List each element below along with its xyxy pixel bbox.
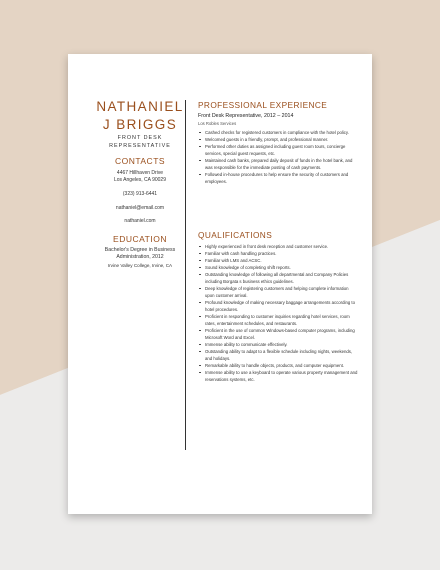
list-item: Immense ability to communicate effectively. (198, 341, 358, 348)
phone: (323) 913-6441 (122, 191, 158, 197)
email: nathaniel@email.com (115, 205, 165, 211)
list-item: Proficient in the use of common Windows-based computer programs, including Microsoft Word and Excel. (198, 327, 358, 341)
list-item: Remarkable ability to handle objects, products, and computer equipment. (198, 362, 358, 369)
list-item: Outstanding knowledge of following all departmental and Company Policies including Borgata s business ethics guidelines. (198, 271, 358, 285)
resume-sheet (68, 54, 372, 514)
name-line-1: NATHANIEL (96, 99, 184, 114)
list-item: Immense ability to use a keyboard to operate various property management and reservations systems, etc. (198, 369, 358, 383)
name-line-2: J BRIGGS (102, 117, 178, 132)
title-line-2: REPRESENTATIVE (109, 143, 171, 149)
qualifications-heading: QUALIFICATIONS (198, 230, 273, 240)
list-item: Familiar with cash handling practices. (198, 250, 358, 257)
address-line-1: 4467 Hillhaven Drive (116, 170, 164, 176)
list-item: Profound knowledge of making necessary baggage arrangements according to hotel procedures. (198, 299, 358, 313)
qualifications-list (198, 243, 358, 383)
list-item: Outstanding ability to adapt to a flexible schedule including nights, weekends, and holidays. (198, 348, 358, 362)
list-item: Followed in-house procedures to help ensure the security of customers and employees. (198, 171, 358, 185)
website: nathaniel.com (124, 218, 156, 224)
degree-line-1: Bachelor's Degree in Business (104, 247, 176, 253)
list-item: Maintained cash banks, prepared daily deposit of funds in the hotel bank, and was responsible for the immediate posting of cash payments. (198, 157, 358, 171)
degree-line-2: Administration, 2012 (116, 254, 164, 260)
list-item: Proficient in responding to customer inquiries regarding hotel services, room rates, entertainment schedules, and restaurants. (198, 313, 358, 327)
contacts-heading: CONTACTS (114, 156, 166, 166)
list-item: Performed other duties as assigned including guest room tours, concierge services, special guest requests, etc. (198, 143, 358, 157)
address-line-2: Los Angeles, CA 90029 (114, 177, 166, 183)
education-heading: EDUCATION (113, 234, 167, 244)
experience-list (198, 129, 358, 185)
school: Irvine Valley College, Irvine, CA (107, 263, 173, 268)
list-item: Highly experienced in front desk reception and customer service. (198, 243, 358, 250)
list-item: Deep knowledge of registering customers and helping complete information upon customer arrival. (198, 285, 358, 299)
list-item: Welcomed guests in a friendly, prompt, and professional manner. (198, 136, 358, 143)
column-divider (185, 100, 186, 450)
title-line-1: FRONT DESK (117, 135, 163, 141)
experience-heading: PROFESSIONAL EXPERIENCE (198, 100, 328, 110)
list-item: Cashed checks for registered customers in compliance with the hotel policy. (198, 129, 358, 136)
list-item: Familiar with LMS and ACSC. (198, 257, 358, 264)
company-name: Los Robles Services (198, 121, 237, 126)
list-item: Sound knowledge of completing shift reports. (198, 264, 358, 271)
job-position: Front Desk Representative, 2012 – 2014 (198, 113, 294, 119)
